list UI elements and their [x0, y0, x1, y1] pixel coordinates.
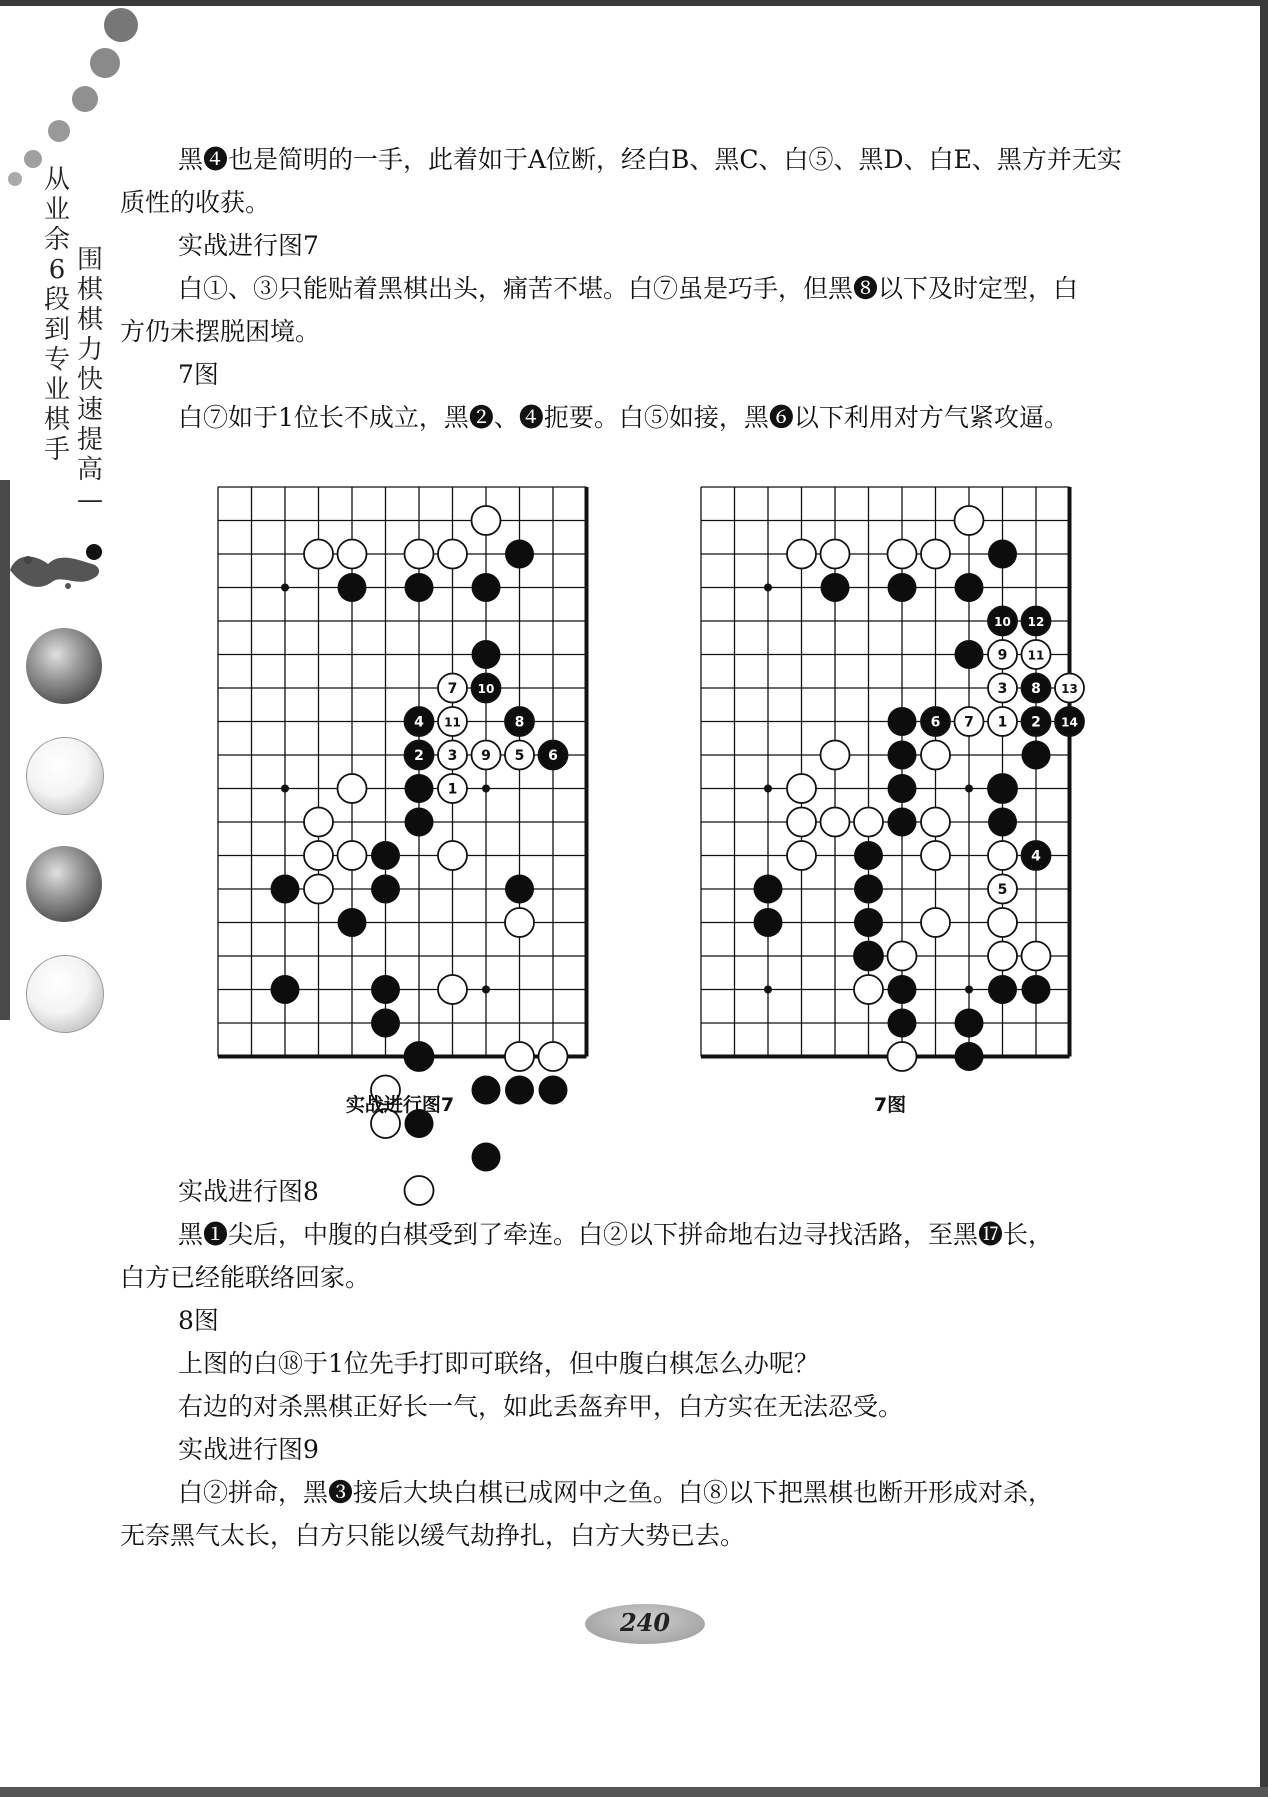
- star-point: [764, 785, 772, 793]
- book-title-vertical: [42, 165, 72, 465]
- text-line: 无奈黑气太长，白方只能以缓气劫挣扎，白方大势已去。: [120, 1521, 746, 1550]
- black-stone: [505, 1076, 534, 1105]
- stone-number: 12: [1027, 615, 1045, 629]
- star-point: [281, 584, 289, 592]
- black-stone: [1022, 975, 1051, 1004]
- black-stone: [854, 841, 883, 870]
- white-stone: [787, 540, 816, 569]
- white-stone: [438, 841, 467, 870]
- black-stone: [888, 1009, 917, 1038]
- white-stone: [1022, 942, 1051, 971]
- white-stone: [988, 841, 1017, 870]
- body-text-upper: [120, 138, 1166, 439]
- black-stone: [338, 573, 367, 602]
- text-line: 黑❶尖后，中腹的白棋受到了牵连。白②以下拼命地右边寻找活路，至黑⓱长，: [178, 1220, 1054, 1249]
- stone-number: 6: [548, 748, 558, 764]
- white-stone: [787, 774, 816, 803]
- white-stone: [304, 808, 333, 837]
- white-stone: [821, 808, 850, 837]
- black-stone: [888, 707, 917, 736]
- title-char: 高: [76, 455, 103, 485]
- stone-number: 8: [1031, 681, 1041, 697]
- diagram-caption: 7图: [873, 1094, 907, 1116]
- stone-number: 7: [964, 714, 974, 731]
- black-stone: [754, 875, 783, 904]
- stone-number: 2: [414, 748, 424, 764]
- title-char: 从: [43, 165, 70, 195]
- white-stone: [438, 540, 467, 569]
- white-stone: [787, 841, 816, 870]
- book-subtitle-vertical: [75, 245, 105, 515]
- black-stone: [539, 1076, 568, 1105]
- text-line: 7图: [178, 360, 219, 389]
- white-stone: [505, 908, 534, 937]
- text-line: 白②拼命，黑❸接后大块白棋已成网中之鱼。白⑧以下把黑棋也断开形成对杀，: [178, 1478, 1054, 1507]
- white-stone: [472, 506, 501, 535]
- decor-dot: [104, 8, 138, 42]
- body-text-lower: [120, 1170, 1166, 1557]
- text-line: 黑❹也是简明的一手，此着如于A位断，经白B、黑C、白⑤、黑D、白E、黑方并无实: [178, 145, 1122, 174]
- title-char: 段: [43, 285, 70, 315]
- white-stone: [955, 506, 984, 535]
- text-line: 右边的对杀黑棋正好长一气，如此丢盔弃甲，白方实在无法忍受。: [178, 1392, 904, 1421]
- title-char: 余: [43, 225, 70, 255]
- white-stone: [304, 875, 333, 904]
- black-stone: [888, 741, 917, 770]
- page-frame-right: [1260, 0, 1268, 1797]
- text-line: 实战进行图9: [178, 1435, 319, 1464]
- star-point: [764, 986, 772, 994]
- star-point: [965, 785, 973, 793]
- black-stone: [371, 841, 400, 870]
- white-stone: [505, 1042, 534, 1071]
- stone-number: 1: [447, 781, 458, 798]
- stone-number: 3: [447, 748, 458, 764]
- white-stone: [338, 774, 367, 803]
- title-char: 6: [48, 255, 66, 285]
- title-char: 手: [43, 435, 70, 465]
- black-stone-decoration: [26, 846, 102, 922]
- black-stone: [338, 908, 367, 937]
- black-stone: [472, 1143, 501, 1172]
- black-stone: [888, 975, 917, 1004]
- black-stone: [472, 640, 501, 669]
- black-stone: [271, 975, 300, 1004]
- black-stone: [988, 975, 1017, 1004]
- text-line: 8图: [178, 1306, 219, 1335]
- black-stone: [821, 573, 850, 602]
- black-stone: [955, 573, 984, 602]
- decor-dot: [72, 86, 98, 112]
- stone-number: 10: [994, 615, 1011, 629]
- black-stone: [854, 875, 883, 904]
- black-stone: [888, 808, 917, 837]
- diagram-caption: 实战进行图7: [345, 1094, 455, 1116]
- black-stone: [955, 1042, 984, 1071]
- white-stone: [988, 908, 1017, 937]
- white-stone: [888, 942, 917, 971]
- star-point: [764, 584, 772, 592]
- text-line: 白⑦如于1位长不成立，黑❷、❹扼要。白⑤如接，黑❻以下利用对方气紧攻逼。: [178, 403, 1069, 432]
- black-stone: [405, 774, 434, 803]
- black-stone: [1022, 741, 1051, 770]
- white-stone: [988, 942, 1017, 971]
- black-stone: [988, 774, 1017, 803]
- black-stone: [754, 908, 783, 937]
- stone-number: 13: [1061, 682, 1078, 696]
- white-stone: [787, 808, 816, 837]
- black-stone: [988, 540, 1017, 569]
- white-stone: [888, 1042, 917, 1071]
- white-stone-decoration: [26, 737, 104, 815]
- title-char: 提: [76, 425, 103, 455]
- white-stone: [921, 540, 950, 569]
- text-line: 白方已经能联络回家。: [120, 1263, 371, 1292]
- title-char: 棋: [43, 405, 70, 435]
- white-stone: [854, 975, 883, 1004]
- stone-number: 6: [930, 714, 941, 731]
- title-char: 力: [76, 335, 103, 365]
- black-stone: [955, 1009, 984, 1038]
- star-point: [965, 986, 973, 994]
- white-stone: [921, 741, 950, 770]
- black-stone: [371, 875, 400, 904]
- white-stone: [821, 741, 850, 770]
- black-stone-decoration: [26, 628, 102, 704]
- stone-number: 1: [997, 714, 1008, 731]
- title-char: 棋: [76, 305, 103, 335]
- white-stone: [338, 540, 367, 569]
- white-stone: [921, 841, 950, 870]
- text-line: 上图的白⑱于1位先手打即可联络，但中腹白棋怎么办呢？: [178, 1349, 819, 1378]
- page-frame-bottom: [0, 1787, 1268, 1797]
- black-stone: [988, 808, 1017, 837]
- white-stone: [821, 540, 850, 569]
- white-stone: [854, 808, 883, 837]
- white-stone: [921, 908, 950, 937]
- page-number: 240: [619, 1608, 671, 1637]
- black-stone: [888, 774, 917, 803]
- black-stone: [854, 942, 883, 971]
- star-point: [482, 986, 490, 994]
- decor-dot: [24, 150, 42, 168]
- stone-number: 4: [414, 714, 424, 731]
- white-stone: [888, 540, 917, 569]
- black-stone: [371, 975, 400, 1004]
- title-char: 快: [76, 365, 103, 395]
- stone-number: 11: [444, 715, 461, 730]
- black-stone: [405, 808, 434, 837]
- white-stone-decoration: [26, 955, 104, 1033]
- stone-number: 14: [1061, 715, 1078, 730]
- black-stone: [854, 908, 883, 937]
- black-stone: [472, 573, 501, 602]
- title-char: 业: [43, 195, 70, 225]
- white-stone: [438, 975, 467, 1004]
- star-point: [281, 785, 289, 793]
- star-point: [482, 785, 490, 793]
- decor-dot: [90, 48, 120, 78]
- text-line: 白①、③只能贴着黑棋出头，痛苦不堪。白⑦虽是巧手，但黑❽以下及时定型，白: [178, 274, 1079, 303]
- stone-number: 9: [481, 748, 491, 764]
- stone-number: 8: [514, 714, 525, 731]
- black-stone: [271, 875, 300, 904]
- stone-number: 5: [514, 748, 525, 764]
- text-line: 实战进行图7: [178, 231, 319, 260]
- go-diagram-game-record-7: [212, 483, 592, 1065]
- title-char: 速: [76, 395, 103, 425]
- text-line: 质性的收获。: [120, 188, 271, 217]
- decor-dot: [8, 172, 22, 186]
- white-stone: [539, 1042, 568, 1071]
- text-line: 方仍未摆脱困境。: [120, 317, 321, 346]
- white-stone: [304, 540, 333, 569]
- title-char: 业: [43, 375, 70, 405]
- white-stone: [304, 841, 333, 870]
- black-stone: [505, 875, 534, 904]
- white-stone: [921, 808, 950, 837]
- stone-number: 9: [997, 647, 1008, 664]
- title-char: 棋: [76, 275, 103, 305]
- stone-number: 11: [1027, 648, 1045, 663]
- ink-splash-decoration: [8, 530, 104, 596]
- decor-dot: [48, 120, 70, 142]
- white-stone: [405, 540, 434, 569]
- stone-number: 7: [447, 681, 458, 697]
- black-stone: [405, 1042, 434, 1071]
- title-char: 专: [43, 345, 70, 375]
- black-stone: [405, 573, 434, 602]
- text-line: 实战进行图8: [178, 1177, 319, 1206]
- black-stone: [505, 540, 534, 569]
- title-char: 围: [76, 245, 103, 275]
- stone-number: 4: [1031, 848, 1041, 865]
- white-stone: [338, 841, 367, 870]
- title-char: —: [77, 485, 103, 515]
- stone-number: 3: [997, 681, 1008, 697]
- stone-number: 5: [997, 882, 1008, 898]
- title-char: 到: [43, 315, 70, 345]
- black-stone: [888, 573, 917, 602]
- stone-number: 2: [1031, 714, 1041, 731]
- black-stone: [371, 1009, 400, 1038]
- page-frame-top: [0, 0, 1268, 6]
- go-diagram-variation-7: [695, 483, 1078, 1065]
- stone-number: 10: [477, 682, 495, 696]
- black-stone: [955, 640, 984, 669]
